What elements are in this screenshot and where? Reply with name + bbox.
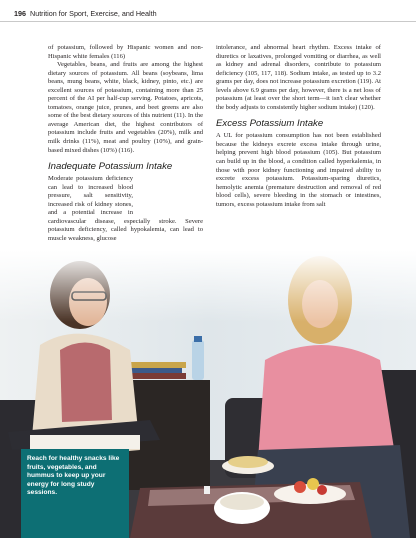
page-number: 196: [14, 9, 26, 18]
text-wrap-spacer: [133, 175, 203, 215]
section-heading-excess: Excess Potassium Intake: [216, 118, 324, 130]
running-title: Nutrition for Sport, Exercise, and Health: [30, 9, 157, 18]
left-paragraph-2: Vegetables, beans, and fruits are among the highest dietary sources of potassium. All beans (soybeans, lima beans, mung beans, white, black, kidney, pinto, etc.) are excellent sources of potassium, containing more than 25 percent of the AI per half-cup serving. Potatoes, apricots, tomatoes, orange juice, prunes, and beet greens are also some of the best dietary sources of this nutrient (11). In the average American diet, the highest contributors of potassium include fruits and vegetables (20%), milk and milk drinks (11%), meat and poultry (10%), and grain-based mixed dishes (10%) (116).: [48, 61, 203, 154]
left-paragraph-3-text: Moderate potassium deficiency can lead to increased blood pressure, salt sensitivity, increased risk of kidney stones, and a potential increase in cardiovascular disease, especially stroke. Severe potassium deficiency, called hypokalemia, can lead to muscle weakness, glucose: [48, 175, 203, 242]
right-paragraph-2: A UL for potassium consumption has not been established because the kidneys excrete excess intake through urine, helping prevent high blood potassium (105). But potassium can build up in the blood, a condition called hyperkalemia, in those with poor kidney functioning and impaired ability to excrete excess potassium. Potassium-sparing diuretics, hemolytic anemia (premature destruction and removal of red blood cells), severe bleeding in the stomach or intestines, tumors, excess potassium intake from salt: [216, 132, 381, 208]
header-rule: [0, 21, 416, 22]
left-paragraph-1: of potassium, followed by Hispanic women and non-Hispanic white females (116): [48, 44, 203, 60]
page-header: [0, 0, 416, 22]
section-heading-inadequate: Inadequate Potassium Intake: [48, 161, 173, 173]
left-paragraph-3: [48, 175, 203, 243]
right-paragraph-1: intolerance, and abnormal heart rhythm. Excess intake of diuretics or laxatives, prolonged vomiting or diarrhea, as well as kidney and adrenal disorders, contribute to potassium deficiency (105, 117, 118). Sodium intake, as tested up to 3.2 grams per day, does not increase potassium excretion (119). At levels above 6.9 grams per day, however, there is a net loss of potassium (at least over the short term—it isn't clear whether the body adjusts to consistently higher sodium intake) (120).: [216, 44, 381, 111]
right-column: [216, 44, 381, 209]
photo-caption: Reach for healthy snacks like fruits, vegetables, and hummus to keep up your energy for long study sessions.: [27, 455, 120, 497]
left-column: [48, 44, 203, 243]
